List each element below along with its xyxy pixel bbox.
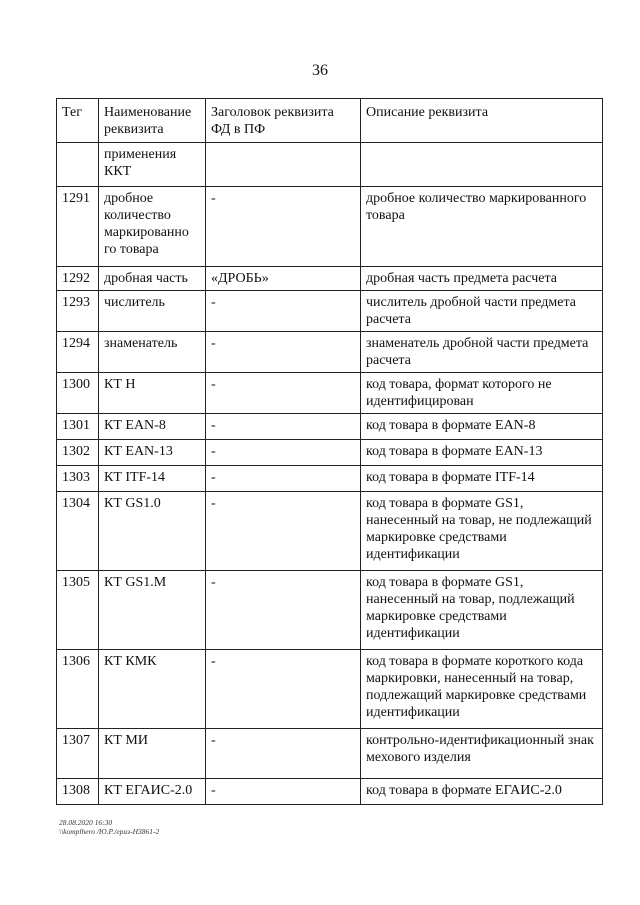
- table-header-row: [57, 99, 603, 143]
- table-row: [57, 187, 603, 267]
- requisites-table: [56, 98, 603, 805]
- cell-tag: 1292: [57, 267, 99, 291]
- cell-tag: 1308: [57, 779, 99, 805]
- table-row: [57, 779, 603, 805]
- cell-description: знаменатель дробной части предмета расчета: [361, 332, 603, 373]
- table-row: [57, 143, 603, 187]
- cell-tag: 1304: [57, 492, 99, 571]
- cell-name: КТ ITF-14: [99, 466, 206, 492]
- cell-tag: 1307: [57, 729, 99, 779]
- table-row: [57, 440, 603, 466]
- document-footer: [59, 818, 159, 836]
- cell-tag: 1306: [57, 650, 99, 729]
- cell-description: код товара в формате ITF-14: [361, 466, 603, 492]
- cell-name: КТ GS1.0: [99, 492, 206, 571]
- cell-title: -: [206, 466, 361, 492]
- table-body: [57, 143, 603, 805]
- cell-description: код товара в формате GS1, нанесенный на товар, подлежащий маркировке средствами идентификации: [361, 571, 603, 650]
- cell-title: -: [206, 373, 361, 414]
- cell-tag: [57, 143, 99, 187]
- table-row: [57, 332, 603, 373]
- table-row: [57, 414, 603, 440]
- table-row: [57, 571, 603, 650]
- table-row: [57, 291, 603, 332]
- footer-document-ref: \\komplhero /Ю.Р./ериз-Н3861-2: [59, 827, 160, 836]
- cell-title: -: [206, 332, 361, 373]
- table-row: [57, 267, 603, 291]
- cell-description: код товара, формат которого не идентифицирован: [361, 373, 603, 414]
- cell-name: КТ EAN-8: [99, 414, 206, 440]
- cell-tag: 1302: [57, 440, 99, 466]
- cell-description: дробное количество маркированного товара: [361, 187, 603, 267]
- table-row: [57, 373, 603, 414]
- cell-name: дробное количество маркированно го товара: [99, 187, 206, 267]
- cell-title: -: [206, 187, 361, 267]
- cell-name: КТ Н: [99, 373, 206, 414]
- cell-name: КТ МИ: [99, 729, 206, 779]
- cell-tag: 1294: [57, 332, 99, 373]
- cell-description: контрольно-идентификационный знак мехового изделия: [361, 729, 603, 779]
- cell-description: код товара в формате EAN-13: [361, 440, 603, 466]
- cell-name: дробная часть: [99, 267, 206, 291]
- cell-title: -: [206, 440, 361, 466]
- cell-tag: 1305: [57, 571, 99, 650]
- cell-description: дробная часть предмета расчета: [361, 267, 603, 291]
- cell-title: -: [206, 414, 361, 440]
- cell-description: числитель дробной части предмета расчета: [361, 291, 603, 332]
- cell-name: КТ ЕГАИС-2.0: [99, 779, 206, 805]
- cell-description: код товара в формате ЕГАИС-2.0: [361, 779, 603, 805]
- cell-description: код товара в формате EAN-8: [361, 414, 603, 440]
- cell-name: знаменатель: [99, 332, 206, 373]
- cell-name: числитель: [99, 291, 206, 332]
- cell-name: КТ EAN-13: [99, 440, 206, 466]
- header-tag: Тег: [57, 99, 99, 143]
- footer-timestamp: 28.08.2020 16:30: [59, 818, 113, 827]
- table-row: [57, 729, 603, 779]
- cell-description: код товара в формате короткого кода маркировки, нанесенный на товар, подлежащий маркировке средствами идентификации: [361, 650, 603, 729]
- cell-name: КТ GS1.M: [99, 571, 206, 650]
- cell-name: применения ККТ: [99, 143, 206, 187]
- cell-title: -: [206, 492, 361, 571]
- cell-title: [206, 143, 361, 187]
- table-row: [57, 650, 603, 729]
- cell-tag: 1301: [57, 414, 99, 440]
- cell-title: -: [206, 571, 361, 650]
- page-number: 36: [312, 62, 328, 79]
- cell-tag: 1293: [57, 291, 99, 332]
- header-description: Описание реквизита: [361, 99, 603, 143]
- cell-tag: 1303: [57, 466, 99, 492]
- cell-name: КТ КМК: [99, 650, 206, 729]
- cell-tag: 1291: [57, 187, 99, 267]
- header-name: Наименование реквизита: [99, 99, 206, 143]
- cell-title: -: [206, 779, 361, 805]
- cell-description: [361, 143, 603, 187]
- cell-description: код товара в формате GS1, нанесенный на товар, не подлежащий маркировке средствами идентификации: [361, 492, 603, 571]
- cell-title: -: [206, 291, 361, 332]
- cell-title: -: [206, 650, 361, 729]
- cell-title: «ДРОБЬ»: [206, 267, 361, 291]
- table-row: [57, 492, 603, 571]
- cell-title: -: [206, 729, 361, 779]
- table-row: [57, 466, 603, 492]
- cell-tag: 1300: [57, 373, 99, 414]
- header-title: Заголовок реквизита ФД в ПФ: [206, 99, 361, 143]
